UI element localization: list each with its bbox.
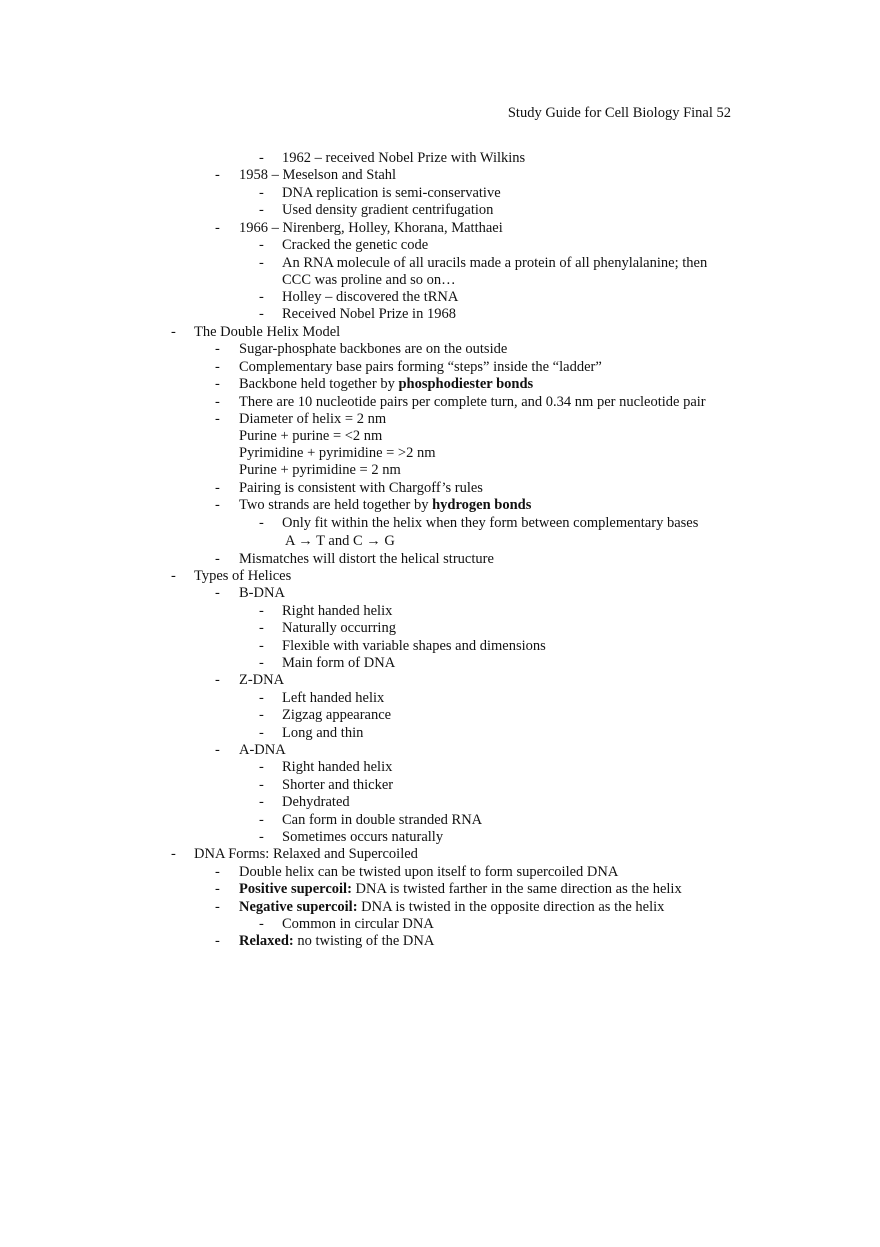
bullet-dash: - [215,220,220,236]
bullet-dash: - [259,812,264,828]
line-text: Pairing is consistent with Chargoff’s rules [239,480,483,496]
outline-text [239,411,386,428]
page-header: Study Guide for Cell Biology Final 52 [507,105,731,121]
line-text: Received Nobel Prize in 1968 [282,306,456,322]
line-text: A → T and C → G [285,533,395,549]
outline-text [282,237,428,254]
outline-text [239,428,382,445]
line-text: Two strands are held together by [239,497,433,513]
bullet-dash: - [215,359,220,375]
outline-text [282,638,546,655]
bullet-dash: - [215,933,220,949]
outline-text [239,445,436,462]
line-text: The Double Helix Model [194,324,341,340]
outline-text [239,551,494,568]
line-text: Complementary base pairs forming “steps” inside the “ladder” [239,359,602,375]
line-text: Naturally occurring [282,620,396,636]
outline-text [194,324,340,341]
outline-text [239,359,602,376]
outline-text [282,306,456,323]
bullet-dash: - [259,603,264,619]
outline-text [282,829,443,846]
line-text: Sometimes occurs naturally [282,829,444,845]
bullet-dash: - [171,846,176,862]
outline-text [282,255,707,272]
bullet-dash: - [215,497,220,513]
outline-text [239,864,618,881]
line-text: Right handed helix [282,603,393,619]
outline-text [239,933,434,950]
bullet-dash: - [215,672,220,688]
outline-text [282,515,698,532]
bullet-dash: - [259,777,264,793]
bullet-dash: - [215,551,220,567]
bullet-dash: - [259,638,264,654]
line-text: Left handed helix [282,690,385,706]
outline-text [282,794,350,811]
bullet-dash: - [259,515,264,531]
outline-text [282,620,396,637]
line-text: DNA is twisted farther in the same direction as the helix [351,881,682,897]
outline-text [282,202,493,219]
line-text: Long and thin [282,725,364,741]
line-text: There are 10 nucleotide pairs per complete turn, and 0.34 nm per nucleotide pair [239,394,706,410]
bullet-dash: - [259,202,264,218]
line-text: Can form in double stranded RNA [282,812,483,828]
outline-text [239,585,285,602]
bullet-dash: - [259,707,264,723]
bold-term: Negative supercoil: [239,899,358,915]
bullet-dash: - [215,480,220,496]
bullet-dash: - [215,341,220,357]
bullet-dash: - [259,759,264,775]
line-text: Mismatches will distort the helical structure [239,551,494,567]
bullet-dash: - [259,185,264,201]
bullet-dash: - [259,306,264,322]
line-text: DNA replication is semi-conservative [282,185,501,201]
outline-text [239,480,483,497]
outline-text [282,150,525,167]
line-text: Flexible with variable shapes and dimensions [282,638,546,654]
outline-text [239,376,533,393]
bullet-dash: - [215,376,220,392]
line-text: Cracked the genetic code [282,237,429,253]
line-text: Purine + purine = <2 nm [239,428,383,444]
outline-text [239,497,531,514]
outline-text [239,672,284,689]
line-text: Pyrimidine + pyrimidine = >2 nm [239,445,436,461]
line-text: Shorter and thicker [282,777,394,793]
outline-text [282,690,384,707]
line-text: Purine + pyrimidine = 2 nm [239,462,401,478]
line-text: Zigzag appearance [282,707,392,723]
line-text: B-DNA [239,585,285,601]
line-text: no twisting of the DNA [293,933,435,949]
line-text: Types of Helices [194,568,292,584]
bullet-dash: - [259,289,264,305]
line-text: Right handed helix [282,759,393,775]
outline-text [282,725,363,742]
outline-text [194,568,291,585]
bullet-dash: - [259,150,264,166]
outline-text [285,533,395,550]
bullet-dash: - [259,255,264,271]
bullet-dash: - [215,881,220,897]
line-text: DNA is twisted in the opposite direction as the helix [357,899,665,915]
line-text: Only fit within the helix when they form between complementary bases [282,515,699,531]
line-text: 1958 – Meselson and Stahl [239,167,397,183]
outline-text [239,341,507,358]
line-text: Common in circular DNA [282,916,434,932]
outline-text [239,220,503,237]
bullet-dash: - [171,324,176,340]
bullet-dash: - [215,864,220,880]
outline-text [282,185,501,202]
bullet-dash: - [215,742,220,758]
bullet-dash: - [259,620,264,636]
bullet-dash: - [259,916,264,932]
bullet-dash: - [215,899,220,915]
outline-text [282,916,434,933]
bullet-dash: - [215,411,220,427]
outline-text [282,655,395,672]
line-text: Used density gradient centrifugation [282,202,494,218]
line-text: CCC was proline and so on… [282,272,456,288]
outline-text [239,394,706,411]
line-text: A-DNA [239,742,286,758]
line-text: Double helix can be twisted upon itself to form supercoiled DNA [239,864,619,880]
line-text: Z-DNA [239,672,285,688]
line-text: Main form of DNA [282,655,396,671]
outline-text [282,759,392,776]
bullet-dash: - [259,690,264,706]
bullet-dash: - [171,568,176,584]
line-text: Diameter of helix = 2 nm [239,411,387,427]
outline-text [282,289,458,306]
outline-text [239,899,664,916]
outline-text [282,812,482,829]
bullet-dash: - [259,725,264,741]
outline-text [194,846,418,863]
outline-text [282,777,393,794]
bold-term: Relaxed: [239,933,294,949]
outline-text [282,707,391,724]
bullet-dash: - [215,585,220,601]
line-text: DNA Forms: Relaxed and Supercoiled [194,846,418,862]
bullet-dash: - [259,237,264,253]
bold-term: hydrogen bonds [432,497,532,513]
outline-text [239,167,396,184]
outline-text [239,462,401,479]
line-text: Holley – discovered the tRNA [282,289,459,305]
bullet-dash: - [259,829,264,845]
bullet-dash: - [259,794,264,810]
outline-text [239,742,286,759]
bullet-dash: - [259,655,264,671]
bold-term: phosphodiester bonds [398,376,534,392]
bold-term: Positive supercoil: [239,881,352,897]
outline-text [282,603,392,620]
line-text: 1966 – Nirenberg, Holley, Khorana, Matthaei [239,220,503,236]
line-text: Backbone held together by [239,376,399,392]
line-text: Dehydrated [282,794,350,810]
bullet-dash: - [215,167,220,183]
outline-text [282,272,456,289]
outline-text [239,881,682,898]
line-text: An RNA molecule of all uracils made a protein of all phenylalanine; then [282,255,708,271]
line-text: Sugar-phosphate backbones are on the outside [239,341,508,357]
bullet-dash: - [215,394,220,410]
line-text: 1962 – received Nobel Prize with Wilkins [282,150,526,166]
